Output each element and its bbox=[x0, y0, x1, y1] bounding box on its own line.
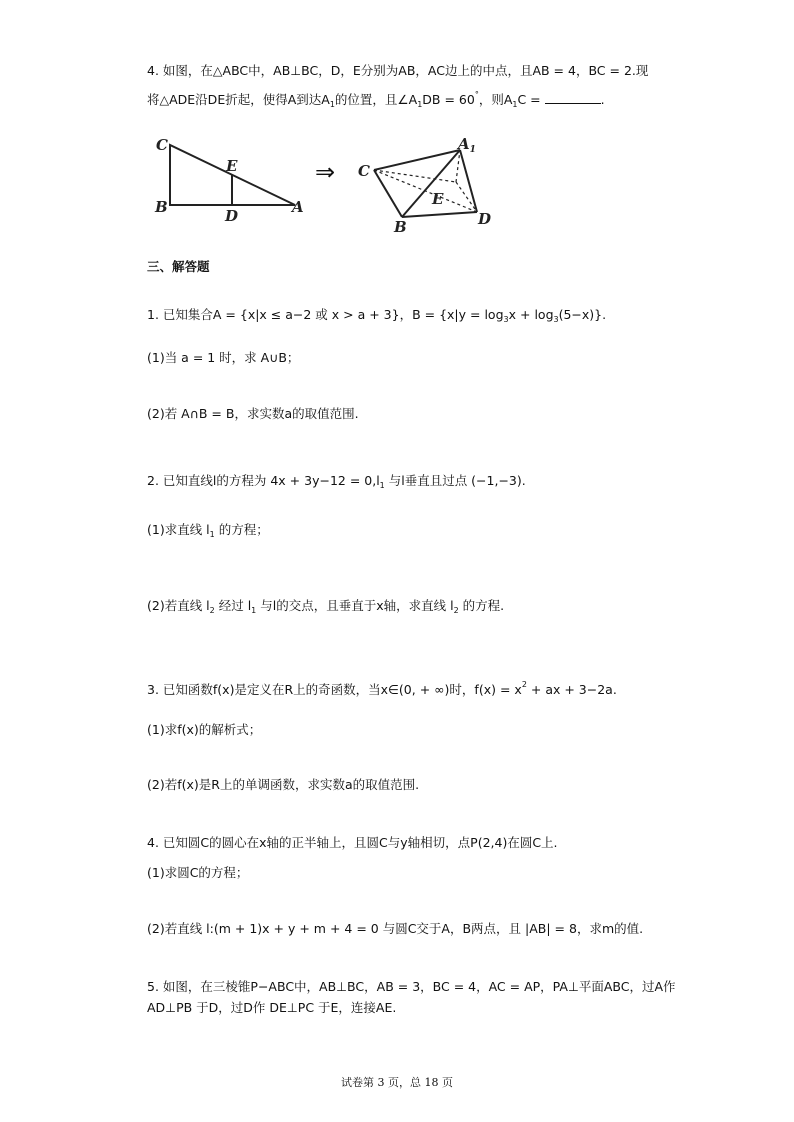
problem-3-part-1: (1)求f(x)的解析式； bbox=[147, 722, 262, 737]
label-D: D bbox=[478, 210, 492, 228]
label-A1: $A_1$ bbox=[458, 135, 476, 155]
label-A: A bbox=[292, 198, 304, 216]
label-B: B bbox=[155, 198, 168, 216]
page-footer: 试卷第 3 页，总 18 页 bbox=[341, 1076, 453, 1089]
label-C: C bbox=[358, 162, 370, 180]
problem-4-part-2: (2)若直线 l:(m + 1)x + y + m + 4 = 0 与圆C交于A，B两点，且 |AB| = 8，求m的值. bbox=[147, 921, 644, 936]
problem-3-stem: 3. 已知函数f(x)是定义在R上的奇函数，当x∈(0, + ∞)时，$f(x) = x^2$ + ax + 3−2a. bbox=[147, 680, 617, 697]
fill-q4-line2: 将△ADE沿DE折起，使得A到达$A_1$的位置，且$\angle A_1DB = 60^\circ$，则$A_1C$ = . bbox=[147, 90, 605, 109]
problem-1-part-1: (1)当 a = 1 时，求 A∪B； bbox=[147, 350, 300, 365]
label-E: E bbox=[226, 157, 238, 175]
problem-1-stem: 1. 已知集合A = {x|x ≤ a−2 或 x > a + 3}，$B = \{x|y = \log_3x + \log_3(5-x)\}$. bbox=[147, 307, 607, 324]
fold-arrow-icon: ⇒ bbox=[315, 158, 336, 186]
fill-q4-line1: 4. 如图，在△ABC中，AB⊥BC，D，E分别为AB，AC边上的中点，且AB = 4，BC = 2.现 bbox=[147, 63, 649, 78]
problem-3-part-2: (2)若f(x)是R上的单调函数，求实数a的取值范围. bbox=[147, 777, 420, 792]
label-E: E bbox=[432, 190, 444, 208]
answer-blank[interactable] bbox=[545, 91, 601, 104]
triangle-figure bbox=[150, 130, 320, 230]
problem-2-part-2: (2)若直线 $l_2$ 经过 $l_1$ 与l的交点，且垂直于x轴，求直线 $l_2$ 的方程. bbox=[147, 598, 505, 615]
problem-2-stem: 2. 已知直线l的方程为 $4x + 3y-12 = 0,l_1$ 与l垂直且过点 (−1,−3). bbox=[147, 473, 526, 490]
problem-4-stem: 4. 已知圆C的圆心在x轴的正半轴上，且圆C与y轴相切，点P(2,4)在圆C上. bbox=[147, 835, 558, 850]
problem-2-part-1: (1)求直线 $l_1$ 的方程； bbox=[147, 522, 269, 539]
problem-4-part-1: (1)求圆C的方程； bbox=[147, 865, 249, 880]
pyramid-figure bbox=[352, 132, 502, 237]
problem-5-line-2: AD⊥PB 于D，过D作 DE⊥PC 于E，连接AE. bbox=[147, 1000, 397, 1015]
label-D: D bbox=[225, 207, 239, 225]
label-C: C bbox=[156, 136, 168, 154]
section-title: 三、解答题 bbox=[147, 259, 210, 274]
label-B: B bbox=[394, 218, 407, 236]
problem-5-line-1: 5. 如图，在三棱锥P−ABC中，AB⊥BC，AB = 3，BC = 4，AC = AP，PA⊥平面ABC，过A作 bbox=[147, 979, 676, 994]
problem-1-part-2: (2)若 A∩B = B，求实数a的取值范围. bbox=[147, 406, 359, 421]
